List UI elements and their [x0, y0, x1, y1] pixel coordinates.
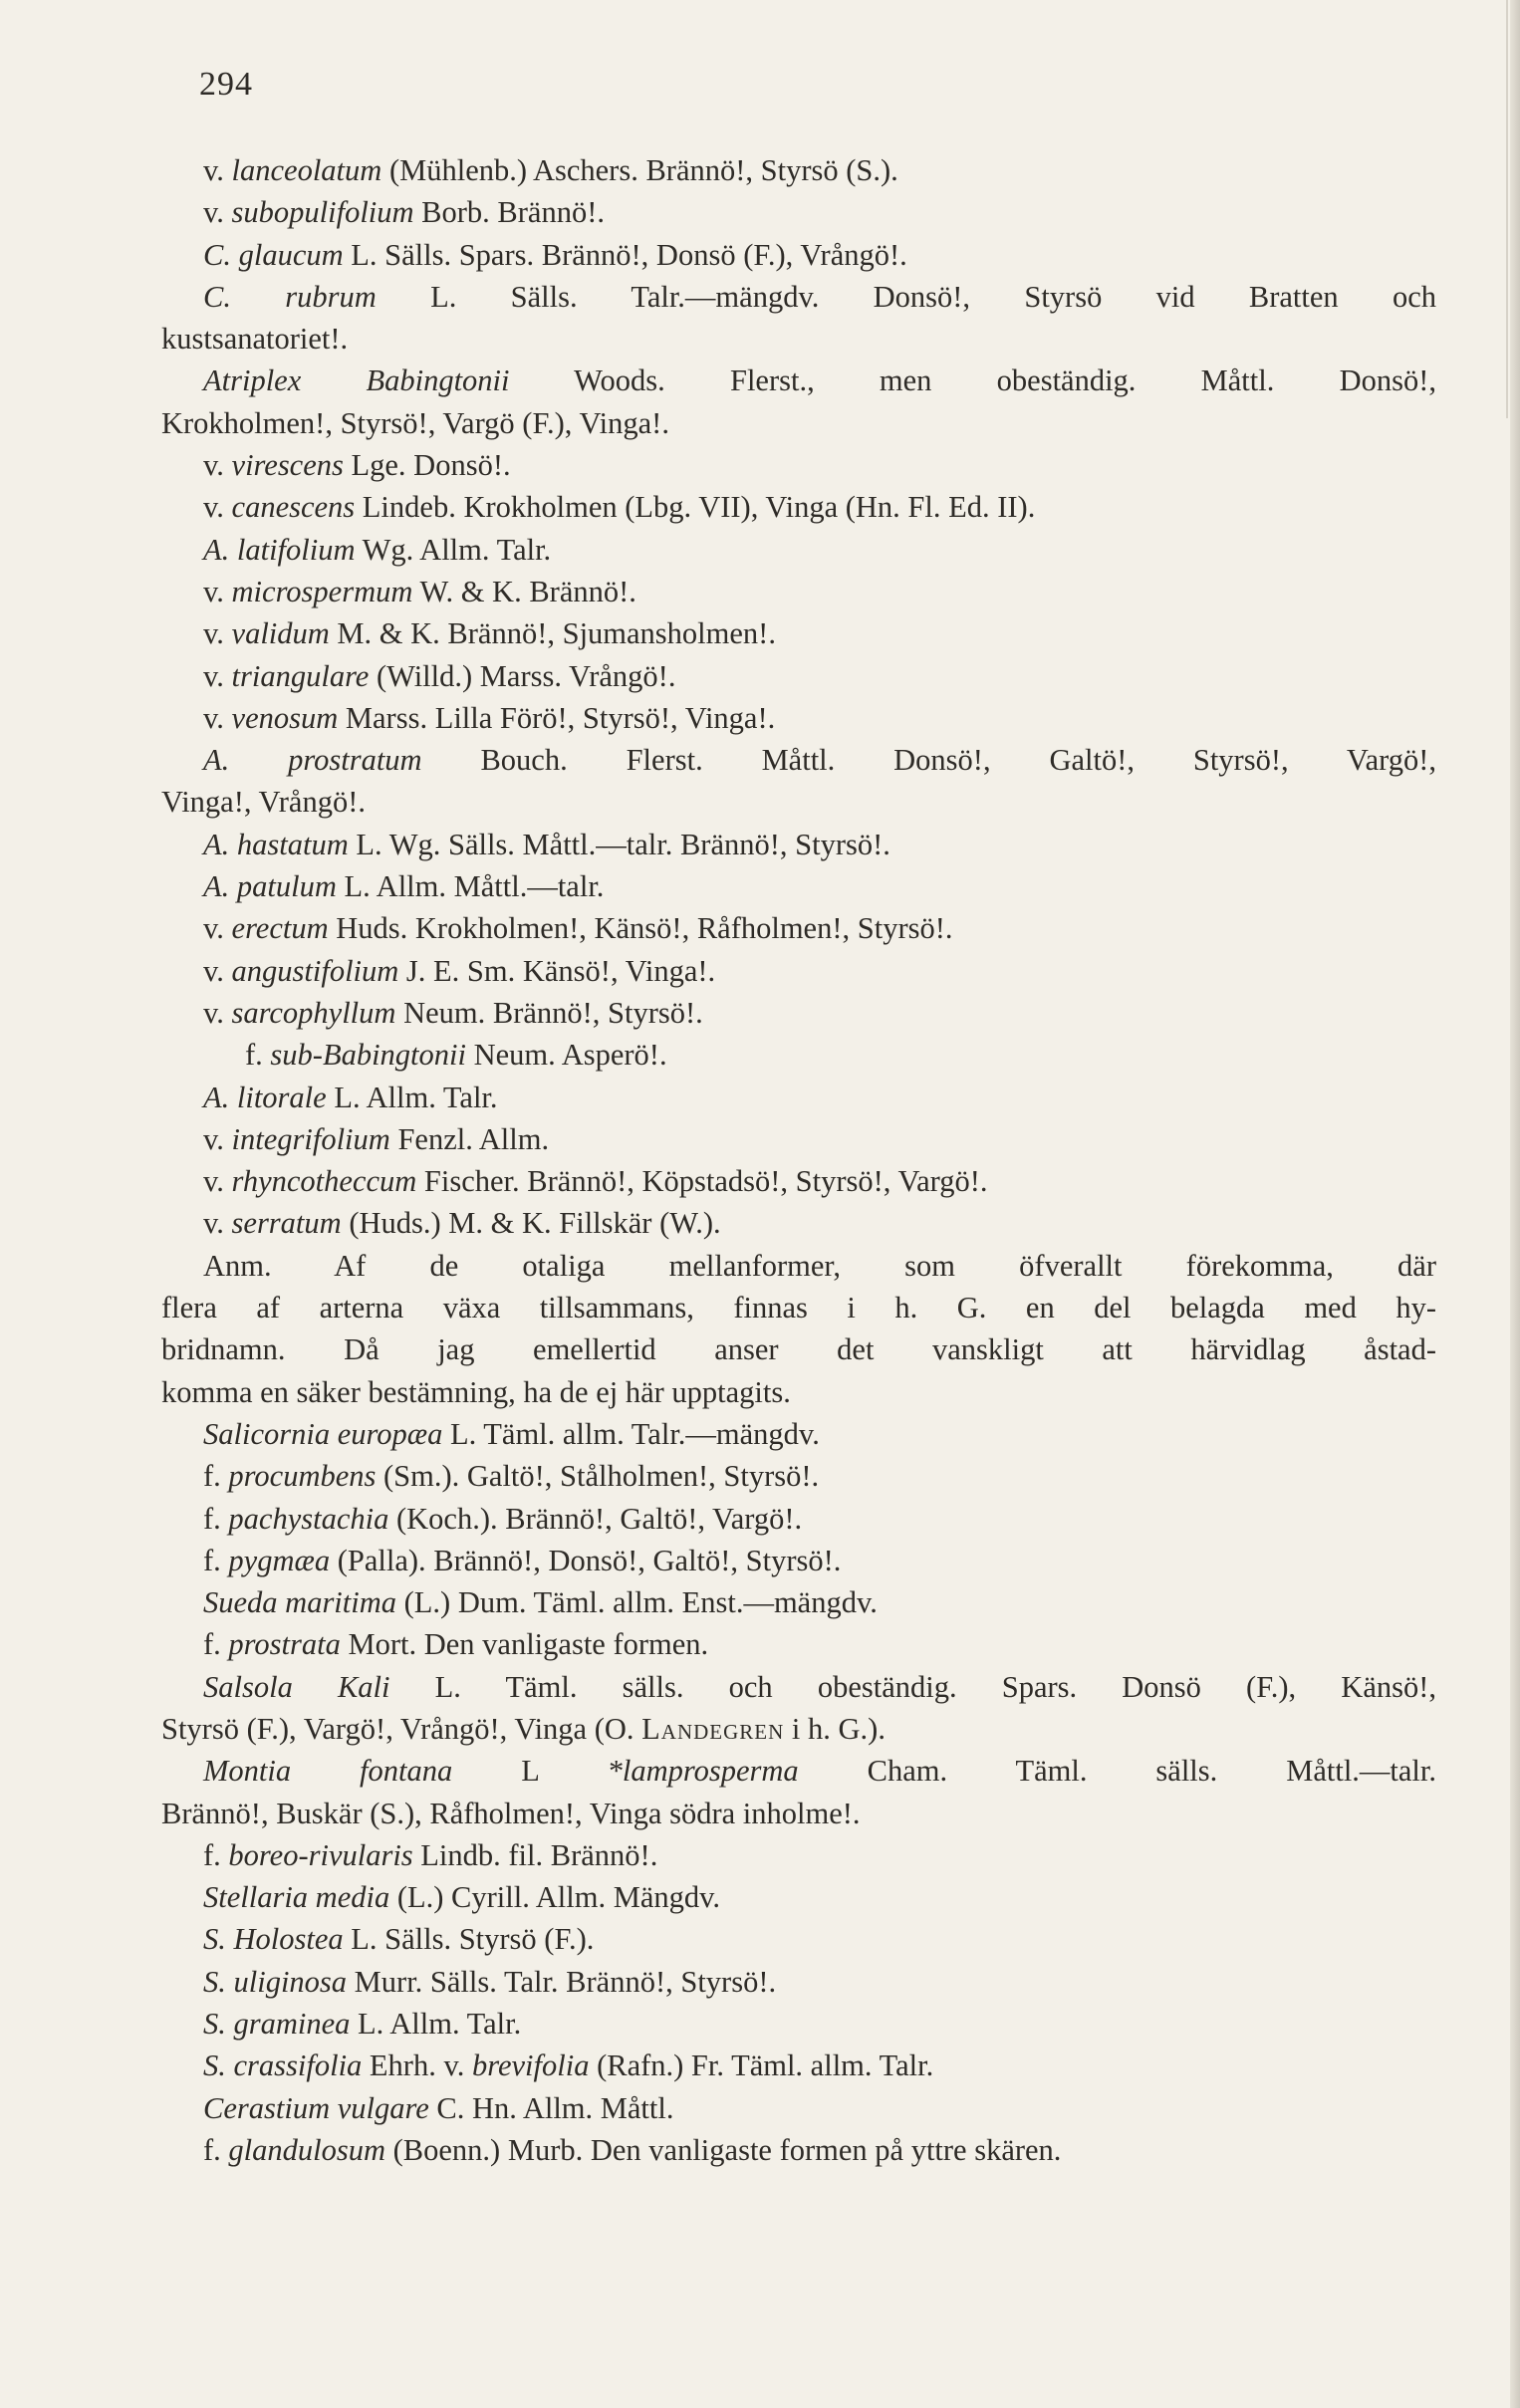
text-segment: Huds. Krokholmen!, Känsö!, Råfholmen!, Styrsö!.	[328, 911, 953, 946]
text-line	[161, 234, 1436, 276]
text-segment: Woods. Flerst., men obeständig. Måttl. Donsö!,	[509, 363, 1436, 398]
text-line	[161, 950, 1436, 992]
text-segment: f.	[203, 1627, 229, 1662]
taxon-name: S. uliginosa	[203, 1964, 348, 1999]
text-segment: i h. G.).	[784, 1711, 886, 1746]
text-line	[161, 1034, 1436, 1076]
text-segment: (L.) Cyrill. Allm. Mängdv.	[389, 1880, 721, 1915]
taxon-name: serratum	[231, 1206, 342, 1241]
taxon-name: microspermum	[231, 574, 413, 608]
taxon-name: venosum	[231, 700, 339, 735]
text-line	[161, 318, 1436, 360]
text-line	[161, 1918, 1436, 1960]
text-line	[161, 2003, 1436, 2045]
taxon-name: lanceolatum	[231, 153, 382, 187]
text-segment: (Sm.). Galtö!, Stålholmen!, Styrsö!.	[376, 1459, 820, 1494]
taxon-name: boreo-rivularis	[228, 1837, 413, 1872]
text-segment: v.	[203, 490, 232, 525]
taxon-name: Montia fontana	[203, 1754, 453, 1789]
text-segment: Mort. Den vanligaste formen.	[340, 1627, 709, 1662]
text-segment: L. Wg. Sälls. Måttl.—talr. Brännö!, Styrsö!.	[348, 827, 890, 861]
text-segment: v.	[203, 1121, 232, 1156]
page-edge	[1510, 0, 1520, 2408]
text-line	[161, 486, 1436, 528]
text-line	[161, 865, 1436, 907]
text-line	[161, 2087, 1436, 2129]
text-line	[161, 276, 1436, 318]
text-segment: flera af arterna växa tillsammans, finnas i h. G. en del belagda med hy-	[161, 1291, 1436, 1325]
text-line	[161, 824, 1436, 865]
taxon-name: S. Holostea	[203, 1922, 344, 1957]
text-segment: L. Täml. allm. Talr.—mängdv.	[442, 1416, 820, 1451]
text-segment: Vinga!, Vrångö!.	[161, 785, 366, 820]
text-segment: Krokholmen!, Styrsö!, Vargö (F.), Vinga!.	[161, 405, 669, 440]
text-line	[161, 1623, 1436, 1665]
text-segment: (Willd.) Marss. Vrångö!.	[369, 658, 676, 693]
text-segment: f.	[203, 1501, 229, 1536]
text-segment: v.	[203, 574, 232, 608]
text-line	[161, 697, 1436, 739]
taxon-name: virescens	[231, 448, 344, 483]
taxon-name: sub-Babingtonii	[270, 1038, 466, 1073]
text-segment: Fischer. Brännö!, Köpstadsö!, Styrsö!, Vargö!.	[416, 1164, 988, 1199]
text-segment: (Koch.). Brännö!, Galtö!, Vargö!.	[388, 1501, 803, 1536]
text-segment: (Mühlenb.) Aschers. Brännö!, Styrsö (S.).	[381, 153, 898, 187]
text-segment: v.	[203, 1206, 232, 1241]
text-line	[161, 529, 1436, 571]
text-line	[161, 1581, 1436, 1623]
page-number: 294	[199, 66, 253, 103]
taxon-name: rhyncotheccum	[231, 1164, 417, 1199]
taxon-name: prostrata	[228, 1627, 341, 1662]
taxon-name: subopulifolium	[231, 195, 414, 230]
text-segment: v.	[203, 1164, 232, 1199]
text-segment: Lindb. fil. Brännö!.	[412, 1837, 658, 1872]
text-line	[161, 444, 1436, 486]
text-segment: Cham. Täml. sälls. Måttl.—talr.	[798, 1754, 1437, 1789]
text-segment: M. & K. Brännö!, Sjumansholmen!.	[329, 616, 776, 651]
taxon-name: validum	[231, 616, 330, 651]
text-line	[161, 191, 1436, 233]
taxon-name: pygmæa	[228, 1543, 331, 1577]
text-segment: v.	[203, 911, 232, 946]
text-segment: v.	[203, 658, 232, 693]
taxon-name: Salicornia europæa	[203, 1416, 443, 1451]
text-segment: Marss. Lilla Förö!, Styrsö!, Vinga!.	[338, 700, 776, 735]
text-line	[161, 739, 1436, 781]
text-line	[161, 1750, 1436, 1792]
taxon-name: integrifolium	[231, 1121, 390, 1156]
text-line	[161, 360, 1436, 401]
text-segment: (L.) Dum. Täml. allm. Enst.—mängdv.	[396, 1585, 878, 1620]
text-segment: (Palla). Brännö!, Donsö!, Galtö!, Styrsö!.	[330, 1543, 842, 1577]
text-line	[161, 1666, 1436, 1708]
text-line	[161, 1498, 1436, 1540]
text-segment: Bouch. Flerst. Måttl. Donsö!, Galtö!, Styrsö!, Vargö!,	[421, 743, 1436, 778]
taxon-name: Sueda maritima	[203, 1585, 397, 1620]
text-segment: W. & K. Brännö!.	[412, 574, 636, 608]
taxon-name: angustifolium	[231, 953, 399, 988]
text-segment: Neum. Brännö!, Styrsö!.	[395, 995, 703, 1030]
text-line	[161, 612, 1436, 654]
text-segment: L. Allm. Talr.	[350, 2007, 522, 2042]
taxon-name: C. rubrum	[203, 279, 377, 314]
text-segment: L. Allm. Talr.	[326, 1080, 498, 1114]
text-line	[161, 1793, 1436, 1834]
taxon-name: brevifolia	[471, 2048, 590, 2083]
taxon-name: Stellaria media	[203, 1880, 390, 1915]
text-segment: v.	[203, 616, 232, 651]
taxon-name: pachystachia	[228, 1501, 389, 1536]
text-segment: v.	[203, 995, 232, 1030]
text-line	[161, 655, 1436, 697]
taxon-name: A. litorale	[203, 1080, 327, 1114]
taxon-name: S. crassifolia	[203, 2048, 363, 2083]
text-line	[161, 1160, 1436, 1202]
text-line	[161, 2045, 1436, 2086]
taxon-name: sarcophyllum	[231, 995, 396, 1030]
text-segment: f.	[203, 2132, 229, 2167]
text-line	[161, 1540, 1436, 1581]
text-line	[161, 1876, 1436, 1918]
text-line	[161, 1455, 1436, 1497]
text-segment: (Boenn.) Murb. Den vanligaste formen på yttre skären.	[385, 2132, 1062, 2167]
taxon-name: Salsola Kali	[203, 1669, 390, 1704]
text-segment: v.	[203, 153, 232, 187]
text-line	[161, 1834, 1436, 1876]
text-segment: Lge. Donsö!.	[343, 448, 511, 483]
taxon-name: A. latifolium	[203, 532, 356, 567]
text-segment: f.	[203, 1543, 229, 1577]
text-line	[161, 1202, 1436, 1244]
text-line	[161, 1371, 1436, 1413]
text-segment: v.	[203, 448, 232, 483]
text-segment: v.	[203, 700, 232, 735]
text-segment: L. Täml. sälls. och obeständig. Spars. Donsö (F.), Känsö!,	[389, 1669, 1437, 1704]
text-segment: f.	[245, 1038, 271, 1073]
text-line	[161, 1245, 1436, 1287]
text-segment: f.	[203, 1459, 229, 1494]
text-line	[161, 1961, 1436, 2003]
text-segment: v.	[203, 953, 232, 988]
text-segment: v.	[203, 195, 232, 230]
page-fold-line	[1506, 0, 1508, 418]
text-line	[161, 2129, 1436, 2171]
text-line	[161, 907, 1436, 949]
taxon-name: A. prostratum	[203, 743, 422, 778]
text-line	[161, 992, 1436, 1034]
text-segment: L. Sälls. Spars. Brännö!, Donsö (F.), Vrångö!.	[343, 237, 907, 272]
text-line	[161, 149, 1436, 191]
text-segment: f.	[203, 1837, 229, 1872]
text-segment: Murr. Sälls. Talr. Brännö!, Styrsö!.	[347, 1964, 777, 1999]
text-segment: Borb. Brännö!.	[413, 195, 605, 230]
text-line	[161, 1708, 1436, 1750]
taxon-name: canescens	[231, 490, 356, 525]
taxon-name: erectum	[231, 911, 329, 946]
text-segment: kustsanatoriet!.	[161, 322, 349, 357]
text-segment: (Huds.) M. & K. Fillskär (W.).	[341, 1206, 721, 1241]
text-segment: Anm. Af de otaliga mellanformer, som öfverallt förekomma, där	[203, 1248, 1436, 1283]
taxon-name: A. patulum	[203, 869, 337, 904]
taxon-name: Atriplex Babingtonii	[203, 363, 510, 398]
body-text	[161, 149, 1436, 2171]
text-segment: Lindeb. Krokholmen (Lbg. VII), Vinga (Hn. Fl. Ed. II).	[355, 490, 1036, 525]
text-line	[161, 781, 1436, 823]
text-line	[161, 1287, 1436, 1328]
text-segment: Brännö!, Buskär (S.), Råfholmen!, Vinga södra inholme!.	[161, 1796, 861, 1830]
taxon-name: S. graminea	[203, 2007, 351, 2042]
text-segment: bridnamn. Då jag emellertid anser det vanskligt att härvidlag åstad-	[161, 1332, 1436, 1367]
taxon-name: Cerastium vulgare	[203, 2090, 429, 2125]
text-segment: Neum. Asperö!.	[465, 1038, 667, 1073]
text-segment: Wg. Allm. Talr.	[355, 532, 552, 567]
text-segment: L	[452, 1754, 608, 1789]
author-name: Landegren	[641, 1711, 785, 1746]
text-line	[161, 1328, 1436, 1370]
taxon-name: procumbens	[228, 1459, 377, 1494]
text-line	[161, 402, 1436, 444]
text-line	[161, 1077, 1436, 1118]
text-segment: komma en säker bestämning, ha de ej här upptagits.	[161, 1374, 791, 1409]
text-segment: Ehrh. v.	[362, 2048, 472, 2083]
text-segment: L. Sälls. Styrsö (F.).	[343, 1922, 595, 1957]
text-segment: L. Allm. Måttl.—talr.	[336, 869, 605, 904]
text-segment: J. E. Sm. Känsö!, Vinga!.	[398, 953, 716, 988]
text-segment: Styrsö (F.), Vargö!, Vrångö!, Vinga (O.	[161, 1711, 642, 1746]
text-segment: L. Sälls. Talr.—mängdv. Donsö!, Styrsö vid Bratten och	[376, 279, 1436, 314]
taxon-name: C. glaucum	[203, 237, 344, 272]
text-line	[161, 571, 1436, 612]
taxon-name: A. hastatum	[203, 827, 349, 861]
taxon-name: glandulosum	[228, 2132, 386, 2167]
text-segment: C. Hn. Allm. Måttl.	[428, 2090, 674, 2125]
text-segment: Fenzl. Allm.	[389, 1121, 550, 1156]
text-line	[161, 1118, 1436, 1160]
taxon-name: *lamprosperma	[607, 1754, 799, 1789]
text-line	[161, 1413, 1436, 1455]
taxon-name: triangulare	[231, 658, 370, 693]
text-segment: (Rafn.) Fr. Täml. allm. Talr.	[589, 2048, 934, 2083]
